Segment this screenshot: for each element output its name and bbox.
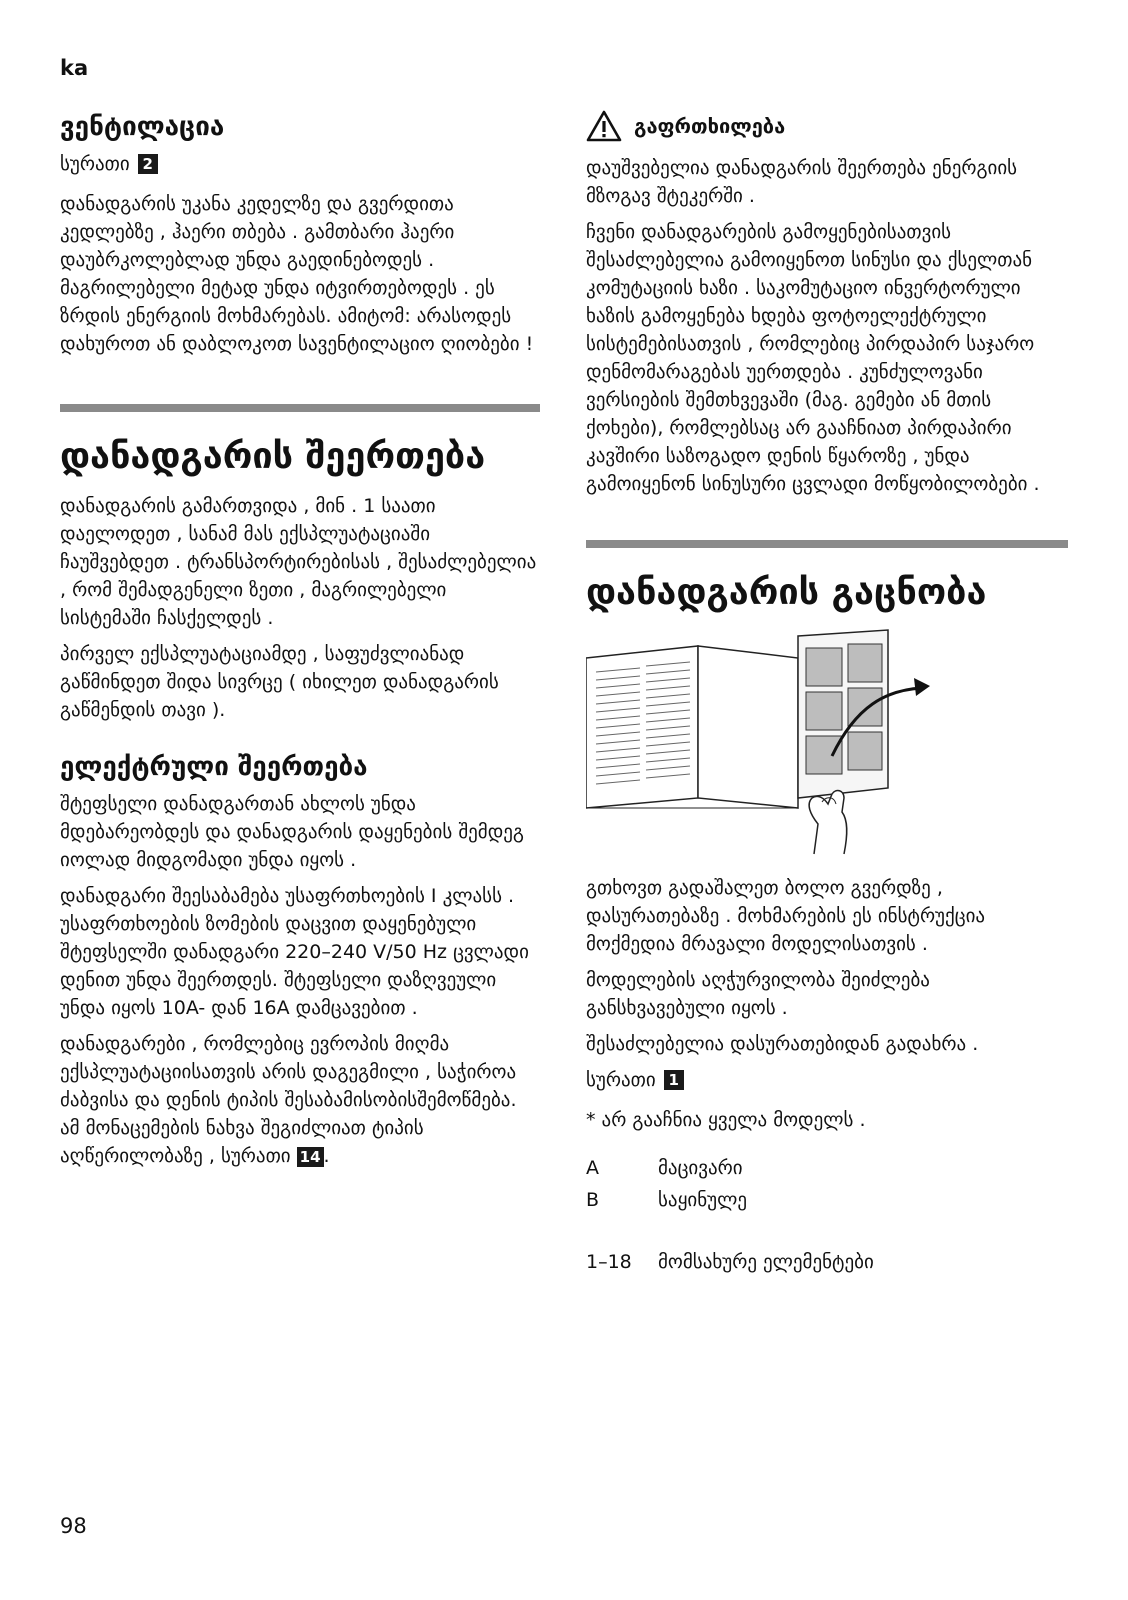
figure-label: სურათი (586, 1069, 656, 1091)
language-code: ka (60, 56, 89, 80)
ventilation-figure-reference (60, 150, 540, 178)
electrical-heading: ელექტრული შეერთება (60, 752, 368, 782)
figure-number-badge: 14 (297, 1147, 324, 1167)
model-note: * არ გააჩნია ყველა მოდელს . (586, 1109, 866, 1131)
warning-section (586, 110, 1068, 498)
electrical-paragraph: შტეფსელი დანადგართან ახლოს უნდა მდებარეობდეს და დანადგარის დაყენების შემდეგ იოლად მიდგომადი უნდა იყოს . (60, 793, 524, 871)
page-number: 98 (60, 1514, 87, 1538)
legend-value: მომსახურე ელემენტები (658, 1251, 874, 1273)
appliance-paragraph: მოდელების აღჭურვილობა შეიძლება განსხვავებული იყოს . (586, 969, 930, 1019)
legend-row-range (586, 1248, 1068, 1276)
connection-heading: დანადგარის შეერთება (60, 436, 486, 477)
connection-paragraph: დანადგარის გამართვიდა , მინ . 1 საათი დაელოდეთ , სანამ მას ექსპლუატაციაში ჩაუშვებდეთ . ტრანსპორტირებისას , შესაძლებელია , რომ შემადგენელი ზეთი , მაგრილებელი სისტემაში ჩასქელდეს . (60, 495, 537, 629)
connection-paragraph: პირველ ექსპლუატაციამდე , საფუძვლიანად გაწმინდეთ შიდა სივრცე ( იხილეთ დანადგარის გაწმენდის თავი ). (60, 643, 499, 721)
appliance-figure-reference (586, 1066, 1068, 1094)
electrical-paragraph: დანადგარი შეესაბამება უსაფრთხოების I კლასს . უსაფრთხოების ზომების დაცვით დაყენებული შტეფსელში დანადგარი 220–240 V/50 Hz ცვლადი დენით უნდა შეერთდეს. შტეფსელი დაზღვეული უნდა იყოს 10A- დან 16A დამცავებით . (60, 885, 529, 1019)
left-column (60, 110, 540, 1178)
sentence-period: . (323, 1145, 330, 1167)
warning-heading (586, 110, 1068, 142)
warning-title: გაფრთხილება (634, 114, 786, 138)
appliance-heading: დანადგარის გაცნობა (586, 572, 987, 613)
section-divider (586, 540, 1068, 548)
figure-label: სურათი (60, 153, 130, 175)
ventilation-text: დანადგარის უკანა კედელზე და გვერდითა კედლებზე , ჰაერი თბება . გამთბარი ჰაერი დაუბრკოლებლად უნდა გაედინებოდეს . მაგრილებელი მეტად უნდა იტვირთებოდეს . ეს ზრდის ენერგიის მოხმარებას. ამიტომ: არასოდეს დახუროთ ან დაბლოკოთ სავენტილაციო ღიობები ! (60, 193, 534, 355)
appliance-paragraph: შესაძლებელია დასურათებიდან გადახრა . (586, 1033, 979, 1055)
legend-key: A (586, 1157, 599, 1179)
fold-out-page-illustration (586, 628, 946, 858)
right-column (586, 110, 1068, 1280)
appliance-paragraph: გთხოვთ გადაშალეთ ბოლო გვერდზე , დასურათებაზე . მოხმარების ეს ინსტრუქცია მოქმედია მრავალი მოდელისათვის . (586, 877, 986, 955)
appliance-section (586, 570, 1068, 1276)
warning-triangle-icon (586, 110, 622, 142)
legend-row (586, 1186, 1068, 1214)
legend-value: საყინულე (658, 1189, 747, 1211)
electrical-paragraph-text: დანადგარები , რომლებიც ევროპის მიღმა ექსპლუატაციისათვის არის დაგეგმილი , საჭიროა ძაბვისა და დენის ტიპის შესაბამისობისშემოწმება. ამ მონაცემების ნახვა შეგიძლიათ ტიპის აღწერილობაზე , სურათი (60, 1033, 517, 1167)
legend-key: B (586, 1189, 600, 1211)
connection-section (60, 434, 540, 724)
electrical-paragraph-with-figure (60, 1030, 540, 1170)
legend-value: მაცივარი (658, 1157, 743, 1179)
section-divider (60, 404, 540, 412)
figure-number-badge: 2 (138, 154, 158, 174)
electrical-section (60, 750, 540, 1170)
figure-number-badge: 1 (664, 1070, 684, 1090)
legend-key: 1–18 (586, 1251, 632, 1273)
warning-paragraph: ჩვენი დანადგარების გამოყენებისათვის შესაძლებელია გამოიყენოთ სინუსი და ქსელთან კომუტაციის ხაზი . საკომუტაციო ინვერტორული ხაზის გამოყენება ხდება ფოტოელექტრული სისტემებისათვის , რომლებიც პირდაპირ საჯარო დენმომარაგებას უერთდება . კუნძულოვანი ვერსიების შემთხვევაში (მაგ. გემები ან მთის ქოხები), რომლებსაც არ გააჩნიათ პირდაპირი კავშირი საზოგადო დენის წყაროზე , უნდა გამოიყენონ სინუსური ცვლადი მოწყობილობები . (586, 221, 1040, 495)
ventilation-section (60, 110, 540, 358)
warning-paragraph: დაუშვებელია დანადგარის შეერთება ენერგიის მზოგავ შტეკერში . (586, 157, 1018, 207)
ventilation-heading: ვენტილაცია (60, 112, 225, 142)
legend-row (586, 1154, 1068, 1182)
